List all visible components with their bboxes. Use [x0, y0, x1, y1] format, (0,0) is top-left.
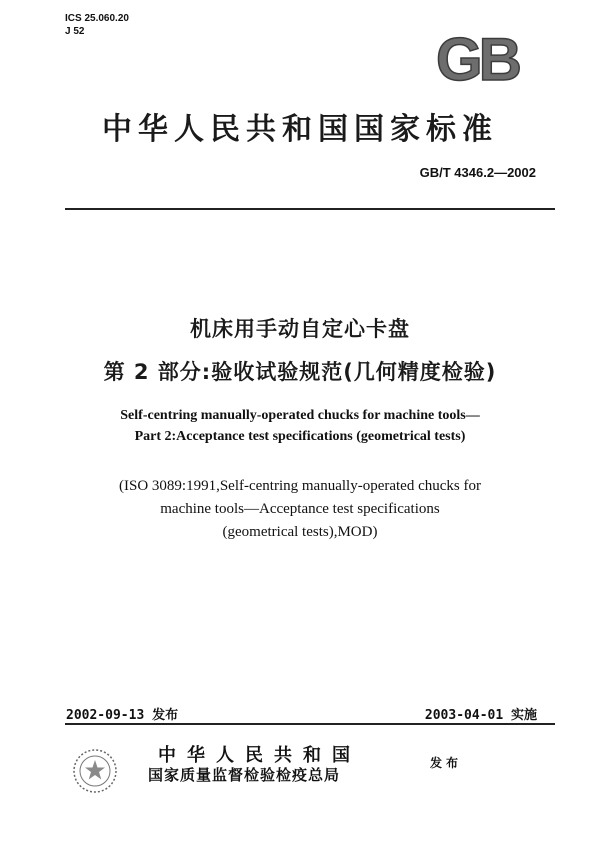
classification-codes	[65, 12, 129, 38]
english-title-line-2: Part 2:Acceptance test specifications (geometrical tests)	[134, 429, 466, 444]
bottom-divider	[65, 723, 555, 725]
issue-date: 2002-09-13 发布	[66, 708, 179, 723]
chinese-title-line-2: 第 2 部分:验收试验规范(几何精度检验)	[103, 360, 497, 384]
implementation-date: 2003-04-01 实施	[424, 708, 537, 723]
gb-logo	[412, 30, 542, 88]
publisher-line-2: 国家质量监督检验检疫总局	[148, 766, 341, 784]
publisher-line-1: 中华人民共和国	[158, 745, 361, 766]
chinese-title-line-1: 机床用手动自定心卡盘	[190, 317, 410, 341]
english-title-line-1: Self-centring manually-operated chucks for machine tools—	[120, 408, 480, 423]
ics-code: ICS 25.060.20	[65, 13, 129, 24]
publish-label: 发布	[430, 756, 463, 770]
iso-reference-line-2: machine tools—Acceptance test specifications	[160, 501, 440, 517]
iso-reference-line-1: (ISO 3089:1991,Self-centring manually-operated chucks for	[119, 478, 481, 494]
standard-title: 中华人民共和国国家标准	[102, 112, 498, 147]
seal-emblem	[72, 748, 118, 794]
iso-reference-line-3: (geometrical tests),MOD)	[222, 524, 378, 540]
gb-logo-text: GB	[436, 30, 518, 88]
ccs-code: J 52	[65, 26, 85, 37]
top-divider	[65, 208, 555, 210]
standard-code: GB/T 4346.2—2002	[419, 165, 536, 180]
